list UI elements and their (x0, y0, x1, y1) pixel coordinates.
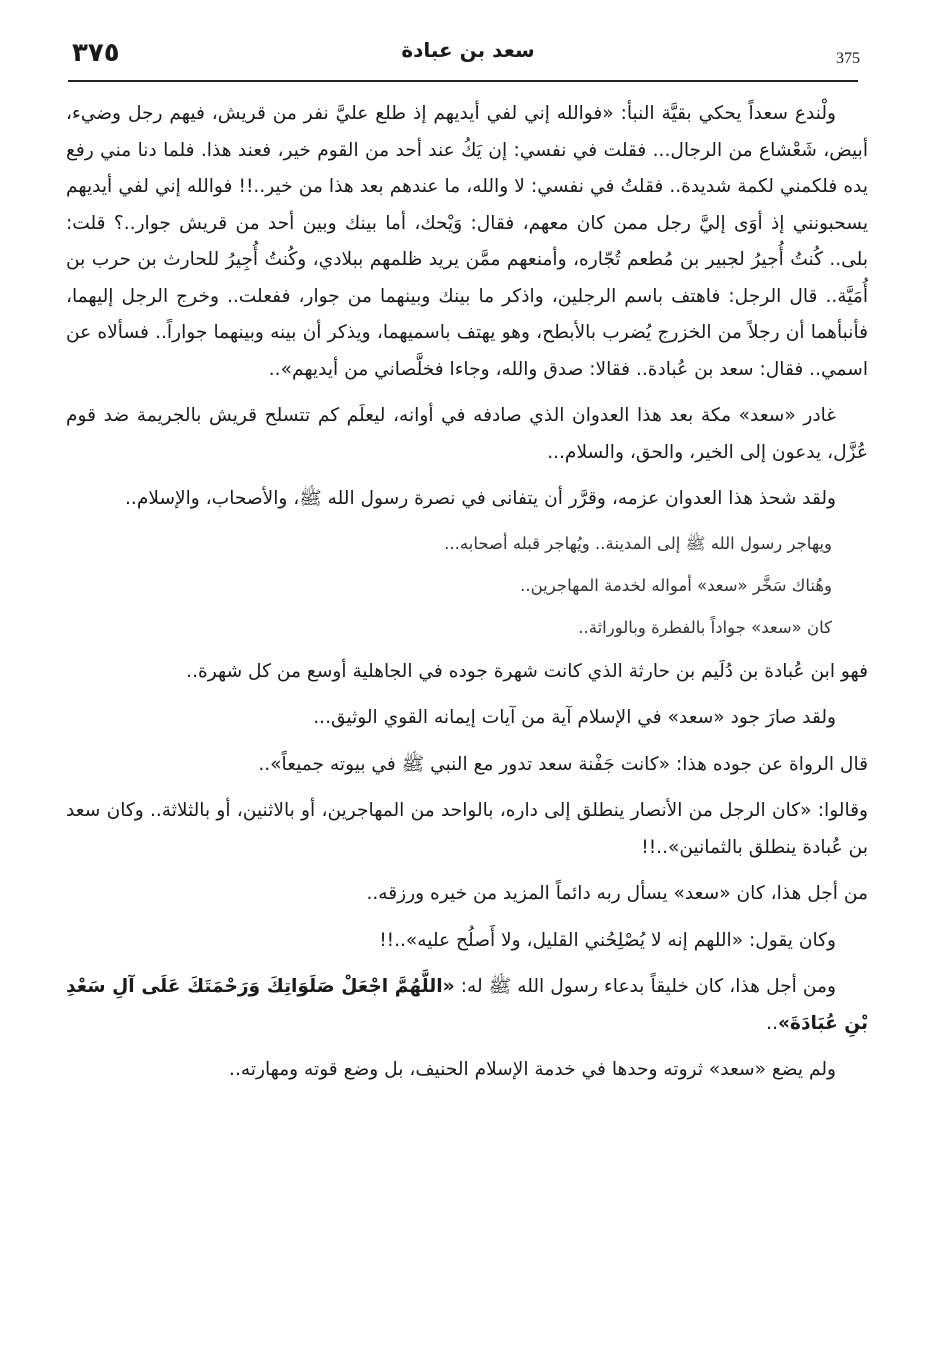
paragraph-story: ولْندع سعداً يحكي بقيَّة النبأ: «فوالله إني لفي أيديهم إذ طلع عليَّ نفر من قريش، فيهم رجل وضيء، أبيض، شَعْشاع من الرجال... فقلت في نفسي: إن يَكُ عند أحد من القوم خير، فعند هذا. فلما دنا مني رفع يده فلكمني لكمة شديدة.. فقلتُ في نفسي: لا والله، ما عندهم بعد هذا من خير..!! فوالله إني لفي أيديهم يسحبونني إذ أوَى إليَّ رجل ممن كان معهم، فقال: وَيْحك، أما بينك وبين أحد من قريش جوار..؟ قلت: بلى.. كُنتُ أُجيرُ لجبير بن مُطعم تُجّاره، وأمنعهم ممَّن يريد ظلمهم ببلادي، وكُنتُ أُجِيرُ للحارث بن حرب بن أُمَيَّة.. قال الرجل: فاهتف باسم الرجلين، واذكر ما بينك وبينهما من جوار، ففعلت.. وخرج الرجل إليهما، فأنبأهما أن رجلاً من الخزرج يُضرب بالأبطح، وهو يهتف باسميهما، ويذكر أن بينه وبينهما جواراً.. فسألاه عن اسمي.. فقال: سعد بن عُبادة.. فقالا: صدق والله، وجاءا فخلَّصاني من أيديهم».. (66, 103, 868, 380)
prayer-tail: .. (766, 1012, 778, 1034)
prayer-lead: ومن أجل هذا، كان خليقاً بدعاء رسول الله ﷺ له: (454, 976, 836, 997)
paragraph-narrators: قال الرواة عن جوده هذا: «كانت جَفْنة سعد تدور مع النبي ﷺ في بيوته جميعاً».. (258, 753, 868, 775)
header-rule (68, 80, 858, 82)
page-body (66, 96, 868, 1099)
paragraph-prayer (66, 969, 868, 1042)
paragraph-faith: ولقد صارَ جود «سعد» في الإسلام آية من آيات إيمانه القوي الوثيق... (313, 707, 836, 728)
paragraph-ansar: وقالوا: «كان الرجل من الأنصار ينطلق إلى داره، بالواحد من المهاجرين، أو بالاثنين، أو بالثلاثة.. وكان سعد بن عُبادة ينطلق بالثمانين»..!! (66, 800, 868, 858)
paragraph-generosity: كان «سعد» جواداً بالفطرة وبالوراثة.. (578, 617, 832, 637)
paragraph-ask: من أجل هذا، كان «سعد» يسأل ربه دائماً المزيد من خيره ورزقه.. (366, 883, 868, 904)
prayer-invocation: «اللَّهُمَّ اجْعَلْ صَلَوَاتِكَ وَرَحْمَتَكَ عَلَى آلِ سَعْدِ بْنِ عُبَادَةَ» (66, 976, 868, 1034)
paragraph-hijra: ويهاجر رسول الله ﷺ إلى المدينة.. ويُهاجر قبله أصحابه... (444, 533, 832, 553)
paragraph-last: ولم يضع «سعد» ثروته وحدها في خدمة الإسلام الحنيف، بل وضع قوته ومهارته.. (229, 1059, 836, 1080)
running-title: سعد بن عبادة (401, 38, 535, 62)
paragraph-saying: وكان يقول: «اللهم إنه لا يُصْلِحُني القليل، ولا أَصلُح عليه»..!! (379, 929, 836, 951)
paragraph-lineage: فهو ابن عُبادة بن دُلَيم بن حارثة الذي كانت شهرة جوده في الجاهلية أوسع من كل شهرة.. (186, 660, 868, 682)
paragraph-wealth: وهُناك سَخَّر «سعد» أمواله لخدمة المهاجرين.. (520, 575, 832, 595)
paragraph-departure: غادر «سعد» مكة بعد هذا العدوان الذي صادفه في أوانه، ليعلَم كم تتسلح قريش بالجريمة ضد قوم عُزَّل، يدعون إلى الخير، والحق، والسلام... (66, 405, 868, 463)
page-number-latin: 375 (836, 50, 860, 67)
page-number-arabic: ٣٧٥ (72, 38, 120, 68)
paragraph-resolve: ولقد شحذ هذا العدوان عزمه، وقرَّر أن يتفانى في نصرة رسول الله ﷺ، والأصحاب، والإسلام.. (125, 488, 836, 509)
